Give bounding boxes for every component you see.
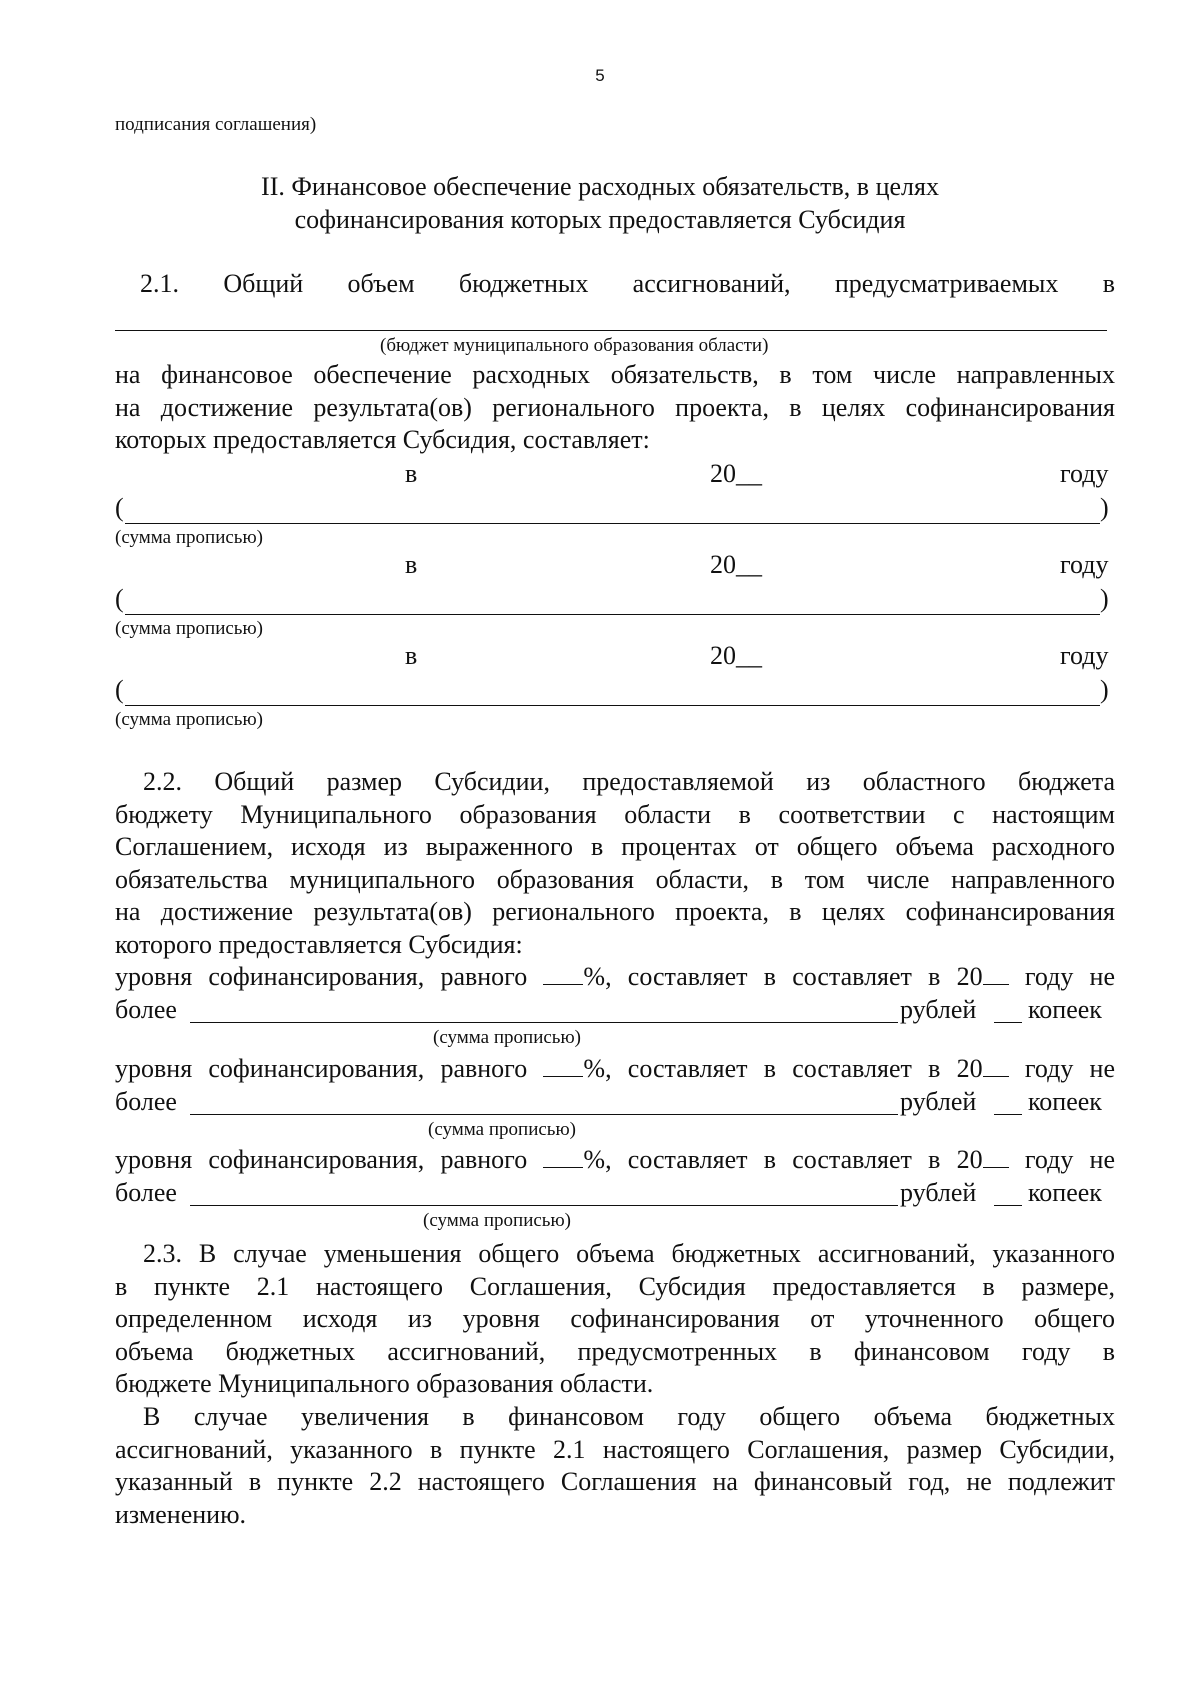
level-text: году не — [1008, 1145, 1115, 1174]
year-row-3-caption: (сумма прописью) — [115, 709, 263, 730]
level-row-3-rub: рублей — [900, 1178, 977, 1207]
year-row-2-caption: (сумма прописью) — [115, 618, 263, 639]
text-line: изменению. — [115, 1499, 247, 1529]
year-blank — [983, 1147, 1009, 1168]
budget-blank-line — [115, 330, 1107, 331]
level-row-3 — [115, 1145, 1115, 1175]
level-row-2-kop: копеек — [1028, 1087, 1102, 1116]
text-line: бюджету Муниципального образования области в соответствии с настоящим — [115, 799, 1115, 829]
page-number: 5 — [595, 66, 605, 85]
text-line: 2.3. В случае уменьшения общего объема бюджетных ассигнований, указанного — [143, 1239, 1115, 1268]
level-text: %, составляет в составляет в 20 — [583, 1054, 983, 1083]
level-row-1-more: более — [115, 995, 177, 1024]
percent-blank — [543, 1147, 583, 1168]
word: объем — [347, 269, 415, 298]
level-row-1 — [115, 962, 1115, 992]
level-row-1-kop: копеек — [1028, 995, 1102, 1024]
level-row-1-caption: (сумма прописью) — [433, 1027, 581, 1048]
text-line: определенном исходя из уровня софинансирования от уточненного общего — [115, 1304, 1115, 1334]
level-row-3-sum-line — [190, 1205, 898, 1206]
text-line: В случае увеличения в финансовом году общего объема бюджетных — [143, 1402, 1115, 1431]
level-text: году не — [1008, 1054, 1115, 1083]
carryover-text: подписания соглашения) — [115, 114, 317, 135]
year-row-3-open-paren: ( — [115, 675, 124, 704]
level-text: уровня софинансирования, равного — [115, 962, 544, 991]
text-line: бюджете Муниципального образования области. — [115, 1369, 654, 1399]
section-title-line-2: софинансирования которых предоставляется Субсидия — [294, 205, 906, 234]
clause-2-2-body — [115, 766, 1115, 962]
text-line: в пункте 2.1 настоящего Соглашения, Субсидия предоставляется в размере, — [115, 1271, 1115, 1301]
text-line: указанный в пункте 2.2 настоящего Соглашения на финансовый год, не подлежит — [115, 1467, 1115, 1497]
text-line: которых предоставляется Субсидия, составляет: — [115, 425, 650, 455]
word: предусматриваемых — [834, 269, 1059, 298]
level-row-2-kop-blank — [994, 1114, 1022, 1115]
level-row-1-kop-blank — [994, 1022, 1022, 1023]
year-row-3-v: в — [405, 641, 418, 670]
level-text: %, составляет в составляет в 20 — [583, 1145, 983, 1174]
year-row-1-caption: (сумма прописью) — [115, 527, 263, 548]
budget-caption: (бюджет муниципального образования области) — [380, 335, 769, 356]
level-text: году не — [1008, 962, 1115, 991]
clause-2-1-body — [115, 359, 1115, 457]
year-row-3-god: году — [1060, 641, 1109, 670]
year-row-1-v: в — [405, 459, 418, 488]
level-row-2-rub: рублей — [900, 1087, 977, 1116]
clause-number: 2.1. — [140, 269, 179, 298]
level-text: уровня софинансирования, равного — [115, 1054, 544, 1083]
level-row-1-rub: рублей — [900, 995, 977, 1024]
text-line: которого предоставляется Субсидия: — [115, 929, 523, 959]
level-row-3-kop: копеек — [1028, 1178, 1102, 1207]
percent-blank — [543, 1056, 583, 1077]
text-line: ассигнований, указанного в пункте 2.1 настоящего Соглашения, размер Субсидии, — [115, 1434, 1115, 1464]
text-line: на достижение результата(ов) регионального проекта, в целях софинансирования — [115, 897, 1115, 927]
year-row-2-god: году — [1060, 550, 1109, 579]
level-row-2-caption: (сумма прописью) — [428, 1119, 576, 1140]
text-line: объема бюджетных ассигнований, предусмотренных в финансовом году в — [115, 1336, 1115, 1366]
word: бюджетных — [458, 269, 589, 298]
level-row-2 — [115, 1054, 1115, 1084]
section-title-line-1: II. Финансовое обеспечение расходных обязательств, в целях — [261, 172, 939, 201]
text-line: 2.2. Общий размер Субсидии, предоставляемой из областного бюджета — [143, 767, 1115, 796]
year-row-1-close-paren: ) — [1100, 493, 1109, 522]
text-line: обязательства муниципального образования области, в том числе направленного — [115, 864, 1115, 894]
level-row-1-sum-line — [190, 1022, 898, 1023]
level-text: %, составляет в составляет в 20 — [583, 962, 983, 991]
level-row-3-more: более — [115, 1178, 177, 1207]
word: Общий — [223, 269, 304, 298]
year-row-2-year: 20__ — [710, 550, 762, 579]
year-row-3-year: 20__ — [710, 641, 762, 670]
clause-2-3-continuation — [115, 1401, 1115, 1531]
year-blank — [983, 1056, 1009, 1077]
level-row-2-more: более — [115, 1087, 177, 1116]
percent-blank — [543, 964, 583, 985]
clause-2-1-first-line — [140, 269, 1115, 299]
word: ассигнований, — [632, 269, 791, 298]
text-line: на достижение результата(ов) регионального проекта, в целях софинансирования — [115, 392, 1115, 422]
year-blank — [983, 964, 1009, 985]
level-text: уровня софинансирования, равного — [115, 1145, 544, 1174]
word: в — [1102, 269, 1115, 298]
text-line: Соглашением, исходя из выраженного в процентах от общего объема расходного — [115, 832, 1115, 862]
year-row-1-year: 20__ — [710, 459, 762, 488]
clause-2-3-body — [115, 1238, 1115, 1401]
year-row-1-open-paren: ( — [115, 493, 124, 522]
level-row-3-kop-blank — [994, 1205, 1022, 1206]
year-row-2-sum-line — [125, 614, 1100, 615]
year-row-2-v: в — [405, 550, 418, 579]
level-row-3-caption: (сумма прописью) — [423, 1210, 571, 1231]
year-row-3-sum-line — [125, 705, 1100, 706]
year-row-2-close-paren: ) — [1100, 584, 1109, 613]
year-row-1-sum-line — [125, 523, 1100, 524]
year-row-1-god: году — [1060, 459, 1109, 488]
year-row-3-close-paren: ) — [1100, 675, 1109, 704]
text-line: на финансовое обеспечение расходных обязательств, в том числе направленных — [115, 360, 1115, 389]
level-row-2-sum-line — [190, 1114, 898, 1115]
year-row-2-open-paren: ( — [115, 584, 124, 613]
